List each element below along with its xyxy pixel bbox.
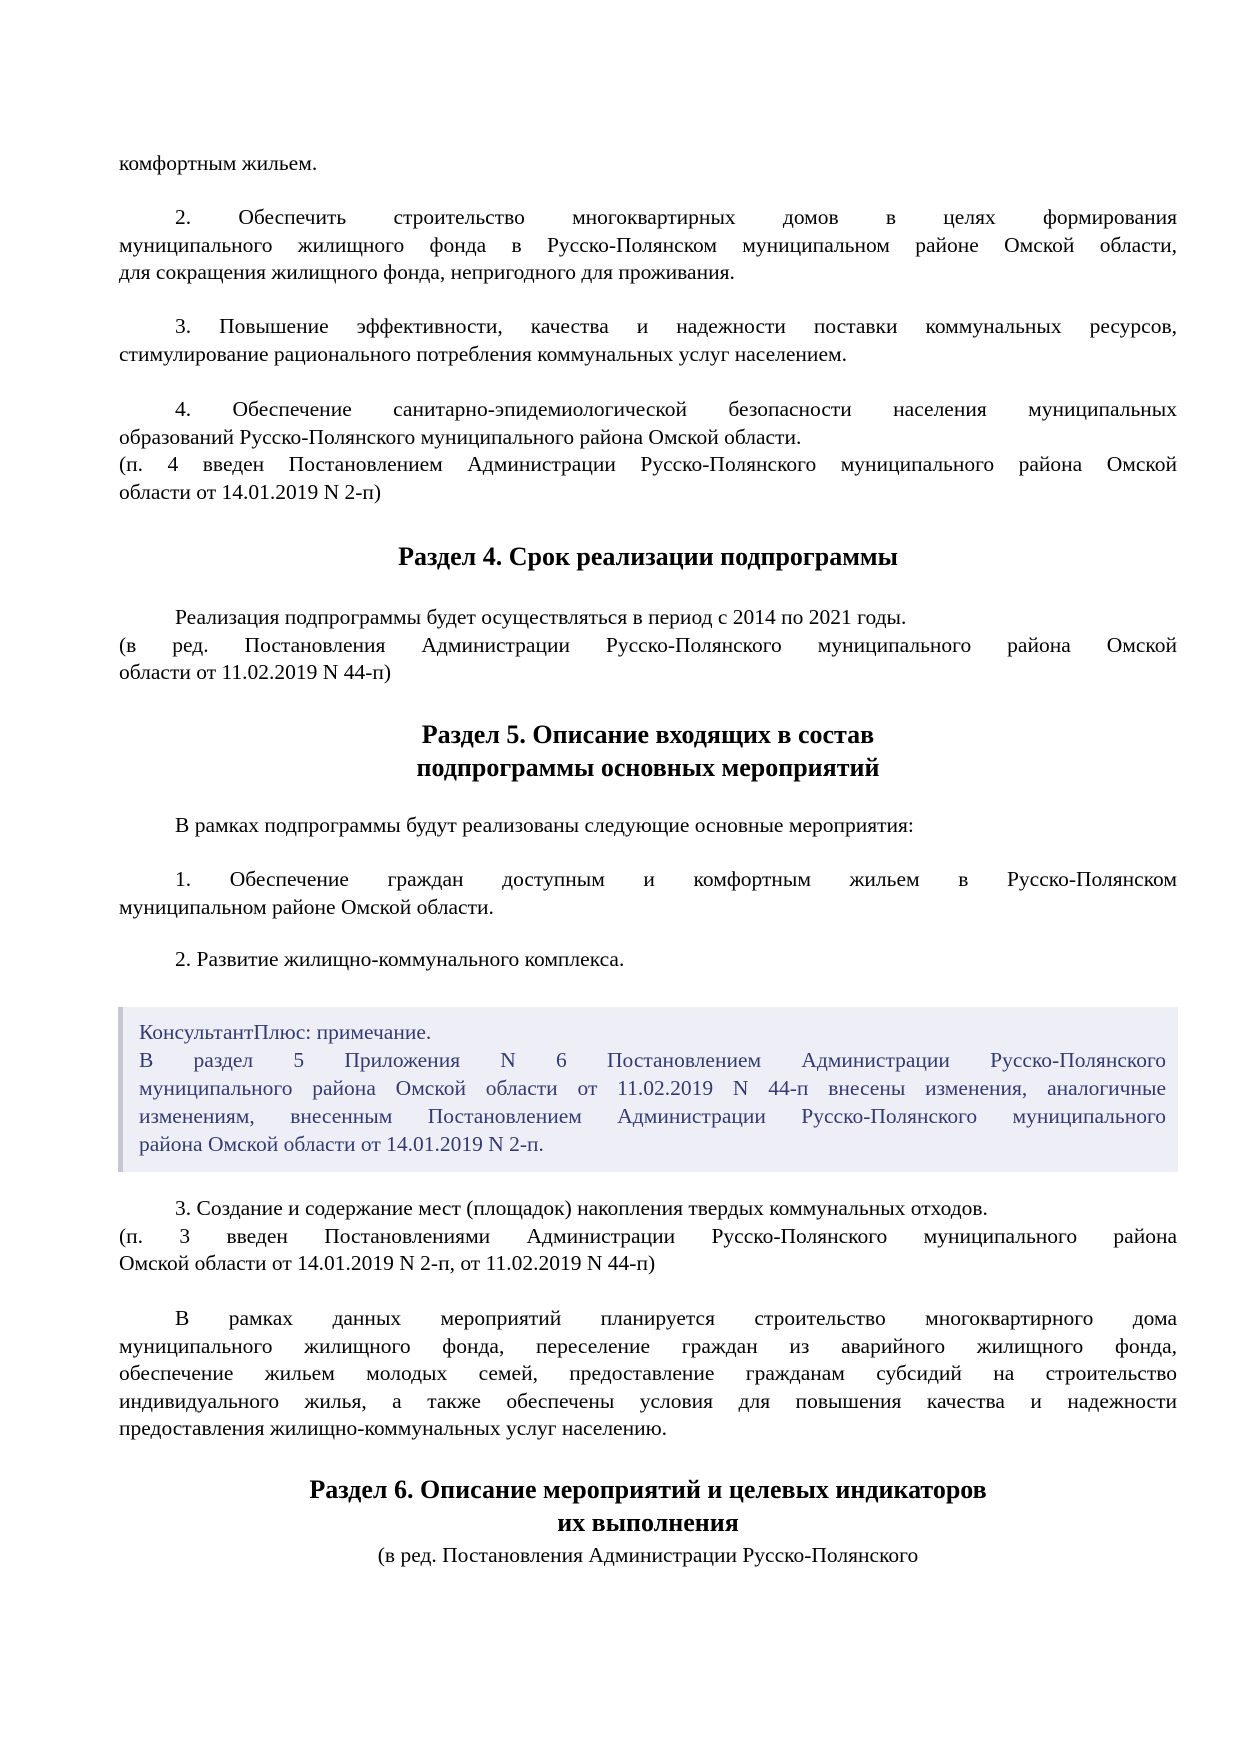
amendment-note: области от 11.02.2019 N 44-п) (119, 660, 392, 684)
text-line: индивидуального жилья, а также обеспечены условия для повышения качества и надежности (119, 1388, 1177, 1413)
amendment-note: области от 14.01.2019 N 2-п) (119, 479, 382, 504)
paragraph-intro-end (119, 150, 1177, 178)
section-5-item-3 (119, 1195, 1177, 1278)
paragraph-item-3 (119, 313, 1177, 368)
text-line: муниципального жилищного фонда в Русско-Полянском муниципальном районе Омской области, (119, 232, 1177, 257)
text-line: муниципального жилищного фонда, переселение граждан из аварийного жилищного фонда, (119, 1333, 1177, 1358)
section-5-title-line: подпрограммы основных мероприятий (416, 753, 880, 782)
text-line: 2. Развитие жилищно-коммунального комплекса. (175, 947, 625, 971)
amendment-note: Омской области от 14.01.2019 N 2-п, от 11.02.2019 N 44-п) (119, 1251, 656, 1275)
section-4-title: Раздел 4. Срок реализации подпрограммы (398, 542, 898, 571)
amendment-note: (в ред. Постановления Администрации Русско-Полянского муниципального района Омской (119, 632, 1177, 657)
section-4-body (119, 604, 1177, 687)
text-line: стимулирование рационального потребления коммунальных услуг населением. (119, 341, 847, 366)
note-line: муниципального района Омской области от 11.02.2019 N 44-п внесены изменения, аналогичные (139, 1076, 1166, 1100)
section-5-item-2 (119, 946, 1177, 974)
text-line: В рамках подпрограммы будут реализованы следующие основные мероприятия: (175, 813, 914, 837)
text-line: обеспечение жильем молодых семей, предоставление гражданам субсидий на строительство (119, 1361, 1177, 1385)
text-line: 2. Обеспечить строительство многоквартирных домов в целях формирования (175, 205, 1177, 229)
text-line: 4. Обеспечение санитарно-эпидемиологической безопасности населения муниципальных (175, 397, 1177, 421)
section-6-title (119, 1473, 1177, 1539)
note-line: В раздел 5 Приложения N 6 Постановлением Администрации Русско-Полянского (139, 1048, 1166, 1072)
text-line: предоставления жилищно-коммунальных услуг населению. (119, 1416, 668, 1440)
text-line: 3. Повышение эффективности, качества и надежности поставки коммунальных ресурсов, (175, 314, 1177, 338)
amendment-note: (п. 3 введен Постановлениями Администрации Русско-Полянского муниципального района (119, 1223, 1177, 1248)
paragraph-measures (119, 1305, 1177, 1443)
text-line: Реализация подпрограммы будет осуществляться в период с 2014 по 2021 годы. (175, 605, 907, 629)
consultant-note (118, 1007, 1178, 1172)
text-line: 3. Создание и содержание мест (площадок) накопления твердых коммунальных отходов. (175, 1196, 988, 1220)
paragraph-item-2 (119, 204, 1177, 287)
section-6-title-line: их выполнения (557, 1508, 739, 1537)
section-5-item-1 (119, 866, 1177, 921)
section-5-title (119, 718, 1177, 784)
text-line: для сокращения жилищного фонда, непригодного для проживания. (119, 260, 735, 284)
note-line: изменениям, внесенным Постановлением Администрации Русско-Полянского муниципального (139, 1104, 1166, 1128)
text-line: комфортным жильем. (119, 151, 318, 175)
note-heading: КонсультантПлюс: примечание. (139, 1020, 432, 1044)
text-line: 1. Обеспечение граждан доступным и комфортным жильем в Русско-Полянском (175, 867, 1177, 891)
note-line: района Омской области от 14.01.2019 N 2-п. (139, 1132, 544, 1156)
text-line: В рамках данных мероприятий планируется строительство многоквартирного дома (175, 1306, 1177, 1330)
amendment-note: (п. 4 введен Постановлением Администрации Русско-Полянского муниципального района Омской (119, 452, 1177, 476)
section-5-title-line: Раздел 5. Описание входящих в состав (421, 720, 875, 749)
section-5-intro (119, 812, 1177, 840)
paragraph-item-4 (119, 396, 1177, 506)
text-line: муниципальном районе Омской области. (119, 894, 494, 919)
section-6-subtitle: (в ред. Постановления Администрации Русско-Полянского (377, 1543, 919, 1567)
text-line: образований Русско-Полянского муниципального района Омской области. (119, 424, 802, 449)
section-6-title-line: Раздел 6. Описание мероприятий и целевых индикаторов (309, 1475, 987, 1504)
